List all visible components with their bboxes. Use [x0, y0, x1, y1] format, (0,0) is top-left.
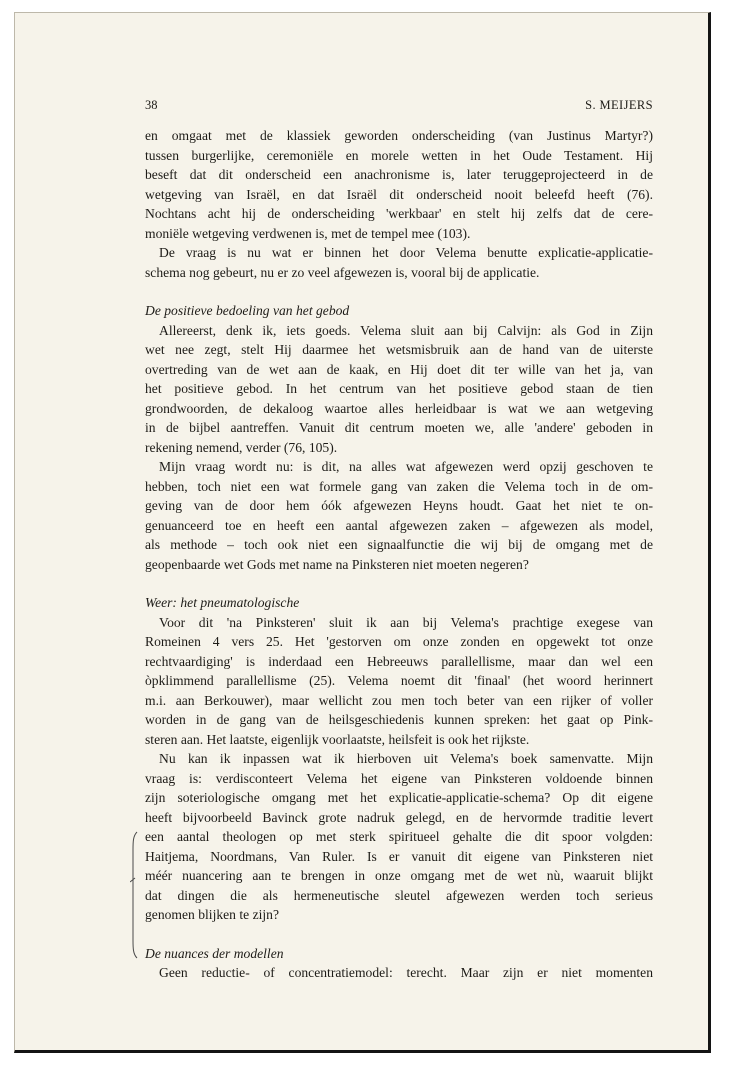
page-body [145, 126, 653, 983]
text-line: grondwoorden, de dekaloog waartoe alles herleidbaar is wat we aan wetgeving [145, 400, 653, 416]
text-line: tussen burgerlijke, ceremoniële en morele wetten in het Oude Testament. Hij [145, 147, 653, 163]
text-line: geopenbaarde wet Gods met name na Pinksteren niet moeten negeren? [145, 556, 529, 572]
text-line: rekening nemend, verder (76, 105). [145, 439, 338, 455]
text-line: als methode – toch ook niet een signaalfunctie die wij bij de omgang met de [145, 537, 653, 552]
text-line: m.i. aan Berkouwer), maar wellicht zou men toch beter van een rijker of voller [145, 692, 653, 708]
text-line: beseft dat dit onderscheid een anachronisme is, later teruggeprojecteerd in de [145, 167, 653, 182]
text-line: worden in de gang van de heilsgeschiedenis kunnen spreken: het gaat op Pink- [145, 712, 653, 727]
text-line: Allereerst, denk ik, iets goeds. Velema sluit aan bij Calvijn: als God in Zijn [159, 322, 653, 338]
text-line: een aantal theologen op met sterk spiritueel gehalte die dit spoor volgden: [145, 829, 653, 844]
page-number: 38 [145, 98, 158, 112]
section-heading: De positieve bedoeling van het gebod [145, 303, 350, 318]
section-gap [145, 925, 653, 944]
paragraph [145, 243, 653, 282]
text-line: Haitjema, Noordmans, Van Ruler. Is er vanuit dit eigene van Pinksteren niet [145, 848, 653, 864]
text-line: zijn soteriologische omgang met het explicatie-applicatie-schema? Op dit eigene [145, 790, 653, 805]
section-gap [145, 282, 653, 301]
text-line: òpklimmend parallellisme (25). Velema noemt dit 'finaal' (het woord herinnert [145, 673, 653, 688]
text-line: Mijn vraag wordt nu: is dit, na alles wat afgewezen werd opzij geschoven te [159, 459, 653, 474]
text-line: moniële wetgeving verdwenen is, met de tempel mee (103). [145, 225, 471, 241]
text-line: wet nee zegt, stelt Hij daarmee het wetsmisbruik aan de hand van de uiterste [145, 342, 653, 357]
text-line: Geen reductie- of concentratiemodel: terecht. Maar zijn er niet momenten [159, 965, 653, 980]
paragraph [145, 749, 653, 925]
text-line: Nochtans acht hij de onderscheiding 'werkbaar' en stelt hij zelfs dat de cere- [145, 206, 653, 221]
text-line: De vraag is nu wat er binnen het door Velema benutte explicatie-applicatie- [159, 245, 653, 260]
text-line: het positieve gebod. In het centrum van het positieve gebod staan de tien [145, 381, 653, 396]
running-header [145, 98, 653, 114]
text-line: Nu kan ik inpassen wat ik hierboven uit Velema's boek samenvatte. Mijn [159, 751, 653, 766]
text-line: geving van de door hem óók afgewezen Heyns houdt. Gaat het niet te on- [145, 498, 653, 513]
margin-bracket-mark [130, 830, 138, 960]
paragraph [145, 963, 653, 983]
paragraph [145, 613, 653, 750]
text-line: heeft bijvoorbeeld Bavinck grote nadruk gelegd, en de hervormde traditie levert [145, 809, 653, 825]
text-line: genomen blijken te zijn? [145, 907, 280, 922]
text-line: hebben, toch niet een wat formele gang van zaken die Velema toch in de om- [145, 478, 653, 494]
text-line: Romeinen 4 vers 25. Het 'gestorven om onze zonden en opgewekt tot onze [145, 634, 653, 649]
paragraph [145, 457, 653, 574]
section-gap [145, 574, 653, 593]
text-line: wetgeving van Israël, en dat Israël dit onderscheid nooit beleefd heeft (76). [145, 186, 653, 202]
paragraph [145, 321, 653, 458]
text-line: overtreding van de wet aan de kaak, en Hij doet dit ter wille van het ja, van [145, 361, 653, 377]
paragraph [145, 126, 653, 243]
text-line: rechtvaardiging' is inderdaad een Hebreeuws parallellisme, maar dan wel een [145, 653, 653, 669]
text-line: steren aan. Het laatste, eigenlijk voorlaatste, heilsfeit is ook het rijkste. [145, 731, 530, 747]
text-line: in de bijbel aantreffen. Vanuit dit centrum moeten we, alle 'andere' geboden in [145, 420, 653, 435]
text-line: schema nog gebeurt, nu er zo veel afgewezen is, vooral bij de applicatie. [145, 264, 540, 280]
text-line: dat dingen die als hermeneutische sleutel afgewezen werden toch serieus [145, 887, 653, 903]
text-line: genuanceerd toe en heeft een aantal afgewezen zaken – afgewezen als model, [145, 517, 653, 533]
text-line: Voor dit 'na Pinksteren' sluit ik aan bij Velema's prachtige exegese van [159, 614, 653, 630]
section-heading: De nuances der modellen [145, 945, 284, 961]
text-line: méér nuancering aan te brengen in onze omgang met de wet nù, waaruit blijkt [145, 868, 653, 883]
section-heading: Weer: het pneumatologische [145, 595, 300, 610]
running-head-author: S. MEIJERS [585, 98, 653, 112]
text-line: en omgaat met de klassiek geworden onderscheiding (van Justinus Martyr?) [145, 128, 653, 143]
text-line: vraag is: verdisconteert Velema het eigene van Pinksteren voldoende binnen [145, 770, 653, 786]
